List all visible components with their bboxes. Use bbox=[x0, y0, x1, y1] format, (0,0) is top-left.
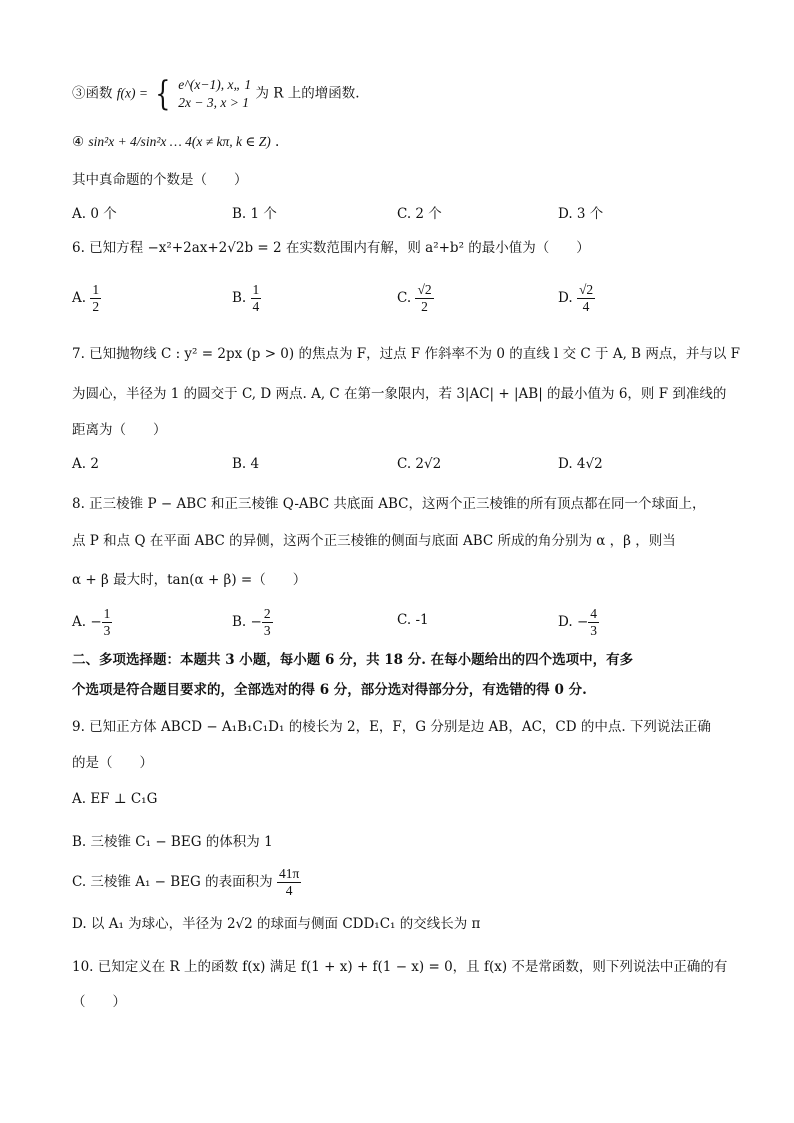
q6-option-b[interactable] bbox=[232, 282, 261, 315]
question-9-line-1: 9. 已知正方体 ABCD − A₁B₁C₁D₁ 的棱长为 2，E，F，G 分别是边 AB，AC，CD 的中点. 下列说法正确 bbox=[72, 719, 711, 735]
q5-option-d[interactable]: D. 3 个 bbox=[558, 206, 604, 222]
q8-d-den: 3 bbox=[590, 623, 597, 638]
q6-d-num: √2 bbox=[578, 282, 594, 297]
q8-option-a-label: A. bbox=[72, 614, 87, 630]
q8-option-d-label: D. bbox=[558, 614, 573, 630]
q8-option-b-fraction bbox=[262, 606, 273, 639]
q8-option-b[interactable] bbox=[232, 606, 273, 639]
statement-4-prefix: ④ bbox=[72, 134, 85, 150]
statement-4-expression: sin²x + 4/sin²x … 4(x ≠ kπ, k ∈ Z) bbox=[88, 134, 271, 149]
q6-a-den: 2 bbox=[92, 299, 100, 314]
q9-option-a[interactable]: A. EF ⊥ C₁G bbox=[72, 791, 158, 807]
q8-option-d-fraction bbox=[588, 606, 599, 639]
piecewise-case-2: 2x − 3, x > 1 bbox=[178, 95, 249, 110]
q6-option-b-fraction bbox=[251, 282, 262, 315]
q6-option-c[interactable] bbox=[397, 282, 434, 315]
piecewise-brace: { bbox=[155, 74, 171, 114]
q6-option-b-label: B. bbox=[232, 290, 247, 306]
q6-option-d-fraction bbox=[577, 282, 595, 315]
q8-option-c-value: -1 bbox=[415, 612, 429, 628]
q8-option-d-sign: − bbox=[576, 614, 589, 630]
q9-c-num: 41π bbox=[278, 866, 300, 881]
question-8-line-2: 点 P 和点 Q 在平面 ABC 的异侧，这两个正三棱锥的侧面与底面 ABC 所成的角分别为 α ，β ，则当 bbox=[72, 533, 676, 549]
statement-4-suffix: . bbox=[275, 134, 280, 150]
q6-option-a[interactable] bbox=[72, 282, 101, 315]
q8-a-den: 3 bbox=[103, 623, 111, 638]
statement-3 bbox=[72, 76, 734, 112]
q7-option-b[interactable]: B. 4 bbox=[232, 456, 260, 472]
q8-d-num: 4 bbox=[590, 606, 597, 621]
q6-option-c-fraction bbox=[415, 282, 433, 315]
q6-b-num: 1 bbox=[252, 282, 260, 297]
q7-option-c[interactable]: C. 2√2 bbox=[397, 456, 442, 472]
q5-option-a[interactable]: A. 0 个 bbox=[72, 206, 117, 222]
q6-b-den: 4 bbox=[252, 299, 260, 314]
q8-option-a-sign: − bbox=[90, 614, 102, 630]
q8-option-c-label: C. bbox=[397, 612, 412, 628]
question-7-line-3: 距离为（ ） bbox=[72, 422, 167, 438]
question-7-line-1: 7. 已知抛物线 C : y² = 2px (p > 0) 的焦点为 F，过点 F 作斜率不为 0 的直线 l 交 C 于 A, B 两点，并与以 F bbox=[72, 346, 741, 362]
question-6-stem: 6. 已知方程 −x²+2ax+2√2b = 2 在实数范围内有解，则 a²+b² 的最小值为（ ） bbox=[72, 240, 590, 256]
q8-option-c[interactable] bbox=[397, 612, 429, 628]
q7-option-a[interactable]: A. 2 bbox=[72, 456, 99, 472]
question-7-line-2: 为圆心，半径为 1 的圆交于 C, D 两点. A, C 在第一象限内，若 3|AC| + |AB| 的最小值为 6，则 F 到准线的 bbox=[72, 386, 727, 402]
q8-option-b-label: B. bbox=[232, 614, 247, 630]
question-8-line-3: α + β 最大时，tan(α + β) =（ ） bbox=[72, 572, 307, 588]
q6-a-num: 1 bbox=[92, 282, 100, 297]
q9-option-c[interactable] bbox=[72, 866, 734, 899]
q9-c-den: 4 bbox=[285, 883, 293, 898]
q5-option-b[interactable]: B. 1 个 bbox=[232, 206, 277, 222]
q9-option-b[interactable]: B. 三棱锥 C₁ − BEG 的体积为 1 bbox=[72, 834, 273, 850]
q6-option-a-label: A. bbox=[72, 290, 87, 306]
q8-option-a[interactable] bbox=[72, 606, 112, 639]
q8-option-d[interactable] bbox=[558, 606, 599, 639]
q6-option-d[interactable] bbox=[558, 282, 595, 315]
q7-option-d[interactable]: D. 4√2 bbox=[558, 456, 603, 472]
q9-option-d[interactable]: D. 以 A₁ 为球心，半径为 2√2 的球面与侧面 CDD₁C₁ 的交线长为 π bbox=[72, 916, 481, 932]
q6-option-c-label: C. bbox=[397, 290, 412, 306]
question-5-tail: 其中真命题的个数是（ ） bbox=[72, 172, 248, 188]
q8-a-num: 1 bbox=[103, 606, 111, 621]
q6-option-a-fraction bbox=[90, 282, 101, 315]
section-2-heading-line-1: 二、多项选择题：本题共 3 小题，每小题 6 分，共 18 分. 在每小题给出的四个选项中，有多 bbox=[72, 652, 634, 668]
q6-d-den: 4 bbox=[582, 299, 590, 314]
q8-option-a-fraction bbox=[102, 606, 113, 639]
q9-option-c-text: C. 三棱锥 A₁ − BEG 的表面积为 bbox=[72, 874, 273, 890]
statement-3-prefix: ③函数 bbox=[72, 85, 113, 102]
q6-option-d-label: D. bbox=[558, 290, 573, 306]
question-8-line-1: 8. 正三棱锥 P − ABC 和正三棱锥 Q-ABC 共底面 ABC，这两个正三棱锥的所有顶点都在同一个球面上， bbox=[72, 496, 706, 512]
q8-b-num: 2 bbox=[263, 606, 271, 621]
question-9-line-2: 的是（ ） bbox=[72, 755, 153, 771]
statement-3-suffix: 为 R 上的增函数. bbox=[255, 85, 360, 102]
question-10-line-1: 10. 已知定义在 R 上的函数 f(x) 满足 f(1 + x) + f(1 − x) = 0，且 f(x) 不是常函数，则下列说法中正确的有 bbox=[72, 959, 728, 975]
q5-option-c[interactable]: C. 2 个 bbox=[397, 206, 442, 222]
q8-b-den: 3 bbox=[263, 623, 271, 638]
statement-3-function: f(x) = bbox=[116, 85, 149, 101]
q6-c-den: 2 bbox=[421, 299, 428, 314]
statement-4 bbox=[72, 132, 734, 152]
q9-option-c-fraction bbox=[277, 866, 301, 899]
piecewise-cases bbox=[178, 76, 251, 112]
question-10-line-2: （ ） bbox=[72, 994, 126, 1010]
q8-option-b-sign: − bbox=[250, 614, 262, 630]
piecewise-case-1: e^(x−1), x„ 1 bbox=[178, 77, 252, 92]
section-2-heading-line-2: 个选项是符合题目要求的，全部选对的得 6 分，部分选对得部分分，有选错的得 0 分. bbox=[72, 682, 587, 698]
q6-c-num: √2 bbox=[417, 282, 432, 297]
